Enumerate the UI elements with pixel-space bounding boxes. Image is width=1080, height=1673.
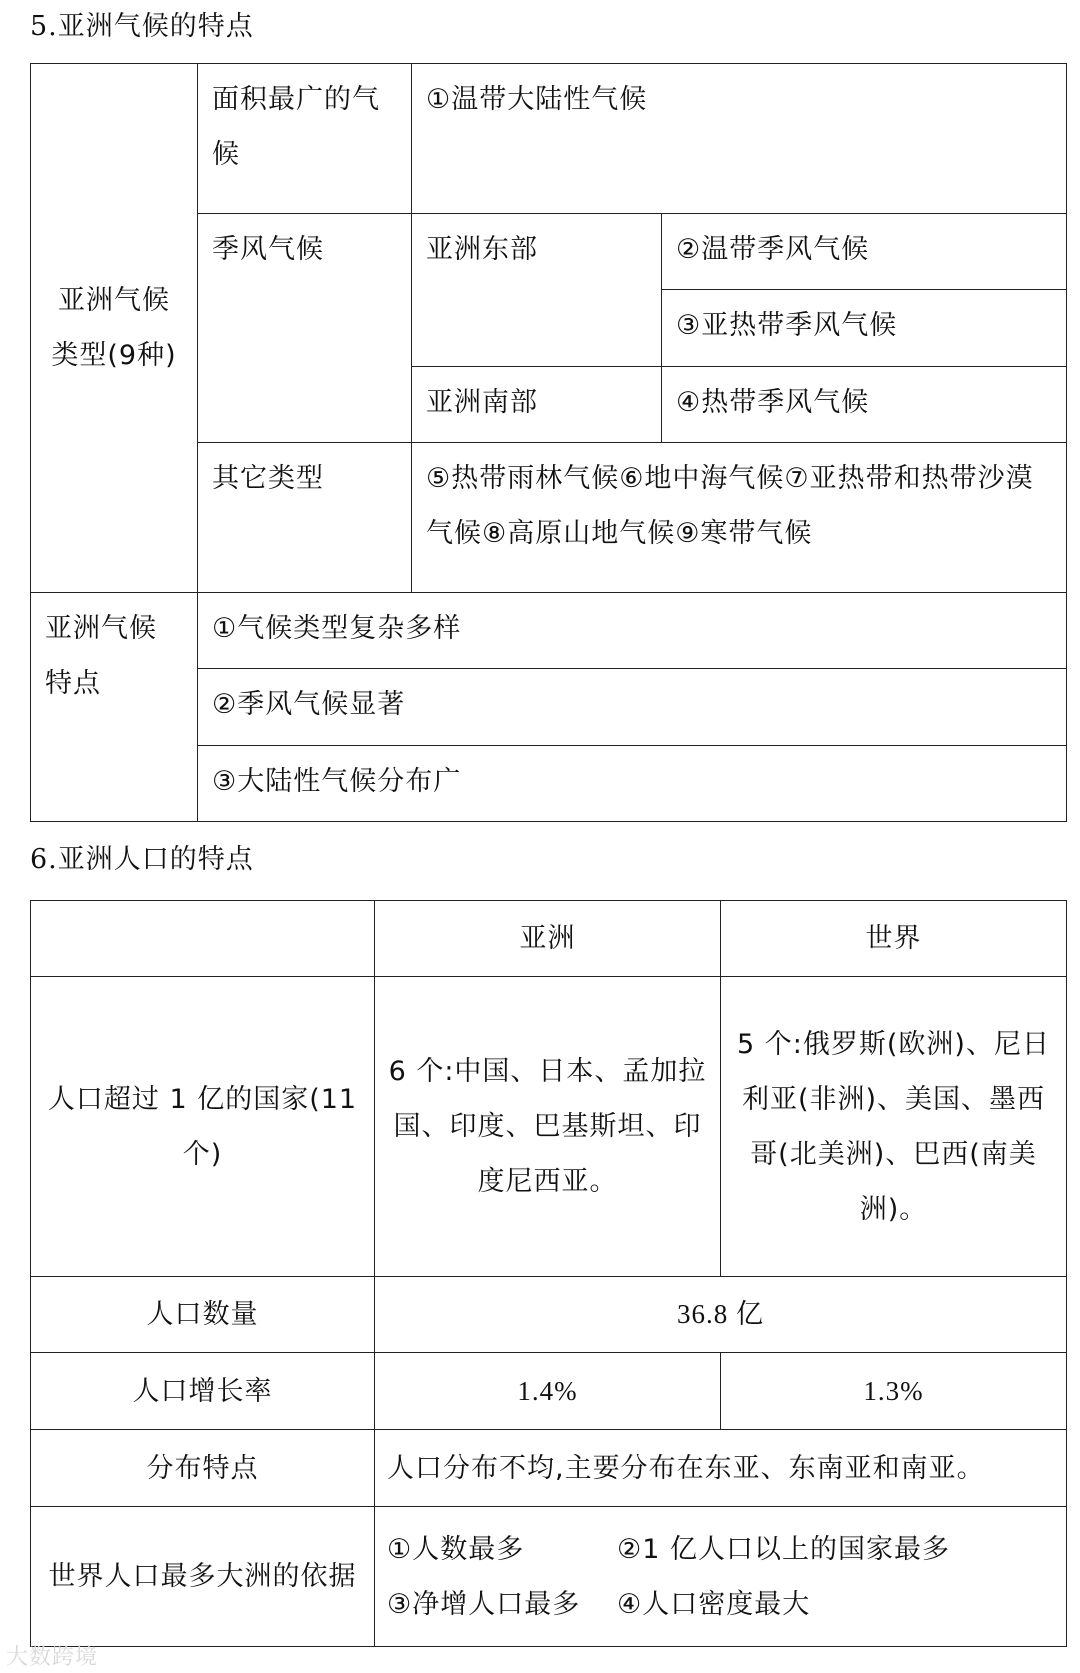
climate-feature-3: ③大陆性气候分布广 (198, 746, 1067, 822)
climate-feature-1: ①气候类型复杂多样 (198, 593, 1067, 669)
section-5-title: 5.亚洲气候的特点 (30, 11, 254, 42)
growth-rate-asia: 1.4% (375, 1353, 721, 1430)
climate-feature-2: ②季风气候显著 (198, 669, 1067, 746)
basis-item-4: ④人口密度最大 (617, 1588, 811, 1620)
subtropical-monsoon-climate: ③亚热带季风气候 (662, 290, 1067, 367)
basis-item-3: ③净增人口最多 (387, 1588, 581, 1620)
growth-rate-label: 人口增长率 (31, 1353, 375, 1430)
monsoon-climate-label: 季风气候 (198, 214, 412, 443)
distribution-value: 人口分布不均,主要分布在东亚、东南亚和南亚。 (375, 1430, 1067, 1507)
basis-item-2: ②1 亿人口以上的国家最多 (617, 1533, 950, 1565)
tropical-monsoon-climate: ④热带季风气候 (662, 367, 1067, 443)
asia-population-table (30, 900, 1067, 1647)
section-6-title: 6.亚洲人口的特点 (30, 844, 254, 875)
other-types-label: 其它类型 (198, 443, 412, 593)
basis-item-1: ①人数最多 (387, 1533, 525, 1565)
other-types-value: ⑤热带雨林气候⑥地中海气候⑦亚热带和热带沙漠气候⑧高原山地气候⑨寒带气候 (412, 443, 1067, 593)
growth-rate-world: 1.3% (721, 1353, 1067, 1430)
header-world: 世界 (721, 901, 1067, 977)
largest-climate-label: 面积最广的气候 (198, 64, 412, 214)
watermark-logo: 大数跨境 (6, 1645, 99, 1670)
basis-label: 世界人口最多大洲的依据 (31, 1507, 375, 1647)
temperate-monsoon-climate: ②温带季风气候 (662, 214, 1067, 290)
climate-features-label: 亚洲气候特点 (31, 593, 198, 822)
largest-climate-value: ①温带大陆性气候 (412, 64, 1067, 214)
climate-types-label: 亚洲气候类型(9种) (31, 64, 198, 593)
over-100m-world: 5 个:俄罗斯(欧洲)、尼日利亚(非洲)、美国、墨西哥(北美洲)、巴西(南美洲)。 (721, 977, 1067, 1277)
asia-climate-table (30, 63, 1067, 822)
over-100m-asia: 6 个:中国、日本、孟加拉国、印度、巴基斯坦、印度尼西亚。 (375, 977, 721, 1277)
basis-list (375, 1507, 1067, 1647)
population-value: 36.8 亿 (375, 1277, 1067, 1353)
asia-east-label: 亚洲东部 (412, 214, 662, 367)
population-label: 人口数量 (31, 1277, 375, 1353)
over-100m-label: 人口超过 1 亿的国家(11 个) (31, 977, 375, 1277)
header-asia: 亚洲 (375, 901, 721, 977)
asia-south-label: 亚洲南部 (412, 367, 662, 443)
distribution-label: 分布特点 (31, 1430, 375, 1507)
header-empty-cell (31, 901, 375, 977)
